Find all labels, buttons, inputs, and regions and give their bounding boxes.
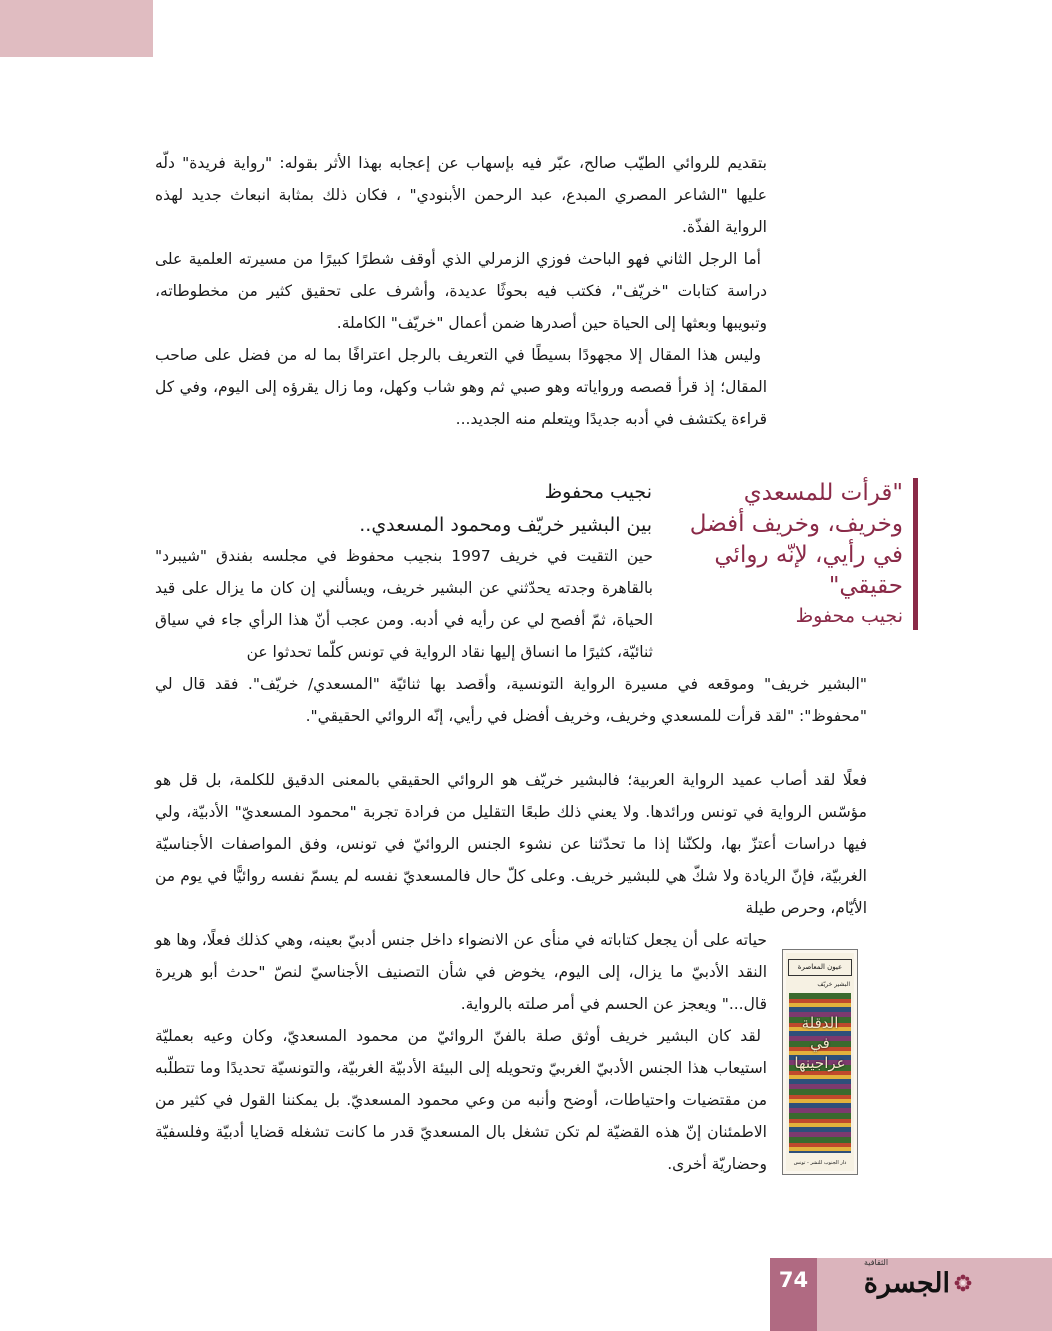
wide-text-block bbox=[155, 668, 867, 732]
pull-quote-text: "قرأت للمسعدي وخريف، وخريف أفضل في رأيي، لإنّه روائي حقيقي" bbox=[689, 480, 903, 599]
corner-tab bbox=[0, 0, 153, 57]
book-title: الدقلة في عراجينها bbox=[794, 1014, 846, 1072]
pull-quote bbox=[688, 478, 918, 630]
paragraph: حياته على أن يجعل كتاباته في منأى عن الانضواء داخل جنس أدبيّ بعينه، وهي كذلك فعلًا، وها هو النقد الأدبيّ ما يزال، إلى اليوم، يخوض في شأن التصنيف الأجناسيّ لنصّ "حدث أبو هريرة قال..." ويعجز عن الحسم في أمر صلته بالرواية. bbox=[155, 931, 767, 1013]
book-cover-image bbox=[782, 949, 858, 1175]
paragraph: فعلًا لقد أصاب عميد الرواية العربية؛ فالبشير خريّف هو الروائي الحقيقي بالمعنى الدقيق للكلمة، بل قل هو مؤسّس الرواية في تونس ورائدها. ولا يعني ذلك طبعًا التقليل من فرادة تجربة "محمود المسعديّ" الأدبيّة، ولي فيها دراسات أعتزّ بها، ولكنّنا إذا ما تحدّثنا عن نشوء الجنس الروائيّ في تونس، وفق المواصفات الأجناسيّة الغربيّة، فإنّ الريادة ولا شكّ هي للبشير خريف. وعلى كلّ حال فالمسعديّ نفسه لم يسمّ نفسه روائيًّا في يوم من الأيّام، وحرص طيلة bbox=[155, 771, 867, 917]
lower-text-block bbox=[155, 764, 867, 924]
logo-text: الجسرة bbox=[863, 1268, 950, 1299]
magazine-logo bbox=[830, 1258, 950, 1304]
book-author: البشير خريّف bbox=[817, 981, 850, 988]
book-series-label: عيون المعاصرة bbox=[788, 959, 852, 976]
paragraph: وليس هذا المقال إلا مجهودًا بسيطًا في التعريف بالرجل اعترافًا بما له من فضل على صاحب المقال؛ إذ قرأ قصصه ورواياته وهو صبي ثم وهو شاب وكهل، وما زال يقرؤه إلى اليوم، وفي كل قراءة يكتشف في أدبه جديدًا ويتعلم منه الجديد... bbox=[155, 346, 767, 428]
tail-text-block bbox=[155, 924, 767, 1180]
intro-text-block bbox=[155, 147, 767, 435]
book-publisher: دار الجنوب للنشر - تونس bbox=[793, 1160, 847, 1166]
flower-icon bbox=[954, 1274, 972, 1292]
paragraph: أما الرجل الثاني فهو الباحث فوزي الزمرلي الذي أوقف شطرًا كبيرًا من مسيرته العلمية على دراسة كتابات "خريّف"، فكتب فيه بحوثًا عديدة، وأشرف على تحقيق كثير من مخطوطاته، وتبويبها وبعثها إلى الحياة حين أصدرها ضمن أعمال "خريّف" الكاملة. bbox=[155, 250, 767, 332]
logo-subtitle: الثقافية bbox=[864, 1258, 889, 1267]
narrow-text-block bbox=[155, 540, 653, 668]
paragraph: "البشير خريف" وموقعه في مسيرة الرواية التونسية، وأقصد بها ثنائيّة "المسعدي/ خريّف". فقد قال لي "محفوظ": "لقد قرأت للمسعدي وخريف، وخريف أفضل في رأيي، إنّه الروائي الحقيقي". bbox=[155, 675, 867, 725]
paragraph: حين التقيت في خريف 1997 بنجيب محفوظ في مجلسه بفندق "شيبرد" بالقاهرة وجدته يحدّثني عن البشير خريف، ويسألني إن كان ما يزال على قيد الحياة، ثمّ أفصح لي عن رأيه في أدبه. ومن عجب أنّ هذا الرأي جاء في سياق ثنائيّة، كثيرًا ما انساق إليها نقاد الرواية في تونس كلّما تحدثوا عن bbox=[155, 547, 653, 661]
page-number: 74 bbox=[778, 1268, 809, 1292]
paragraph: لقد كان البشير خريف أوثق صلة بالفنّ الروائيّ من محمود المسعديّ، وكان وعيه بعمليّة استيعاب هذا الجنس الأدبيّ الغربيّ وتحويله إلى البيئة الأدبيّة الغربيّة، والتونسيّة تحديدًا وما تتطلّبه من مقتضيات واحتياطات، أوضح وأنبه من وعي محمود المسعديّ. بل يمكننا القول في كثير من الاطمئنان إنّ هذه القضيّة لم تكن تشغل بال المسعديّ قدر ما كانت تشغله قضايا أدبيّة وفلسفيّة وحضاريّة أخرى. bbox=[155, 1027, 767, 1173]
paragraph: بتقديم للروائي الطيّب صالح، عبّر فيه بإسهاب عن إعجابه بهذا الأثر بقوله: "رواية فريدة" دلّه عليها "الشاعر المصري المبدع، عبد الرحمن الأبنودي" ، فكان ذلك بمثابة انبعاث جديد لهذه الرواية الفذّة. bbox=[155, 154, 767, 236]
section-title: نجيب محفوظ bbox=[544, 481, 652, 503]
page-number-box bbox=[770, 1258, 817, 1331]
pull-quote-author: نجيب محفوظ bbox=[795, 605, 903, 627]
section-heading bbox=[330, 476, 652, 542]
book-cover-inner bbox=[786, 953, 854, 1171]
section-subtitle: بين البشير خريّف ومحمود المسعدي.. bbox=[359, 514, 652, 536]
